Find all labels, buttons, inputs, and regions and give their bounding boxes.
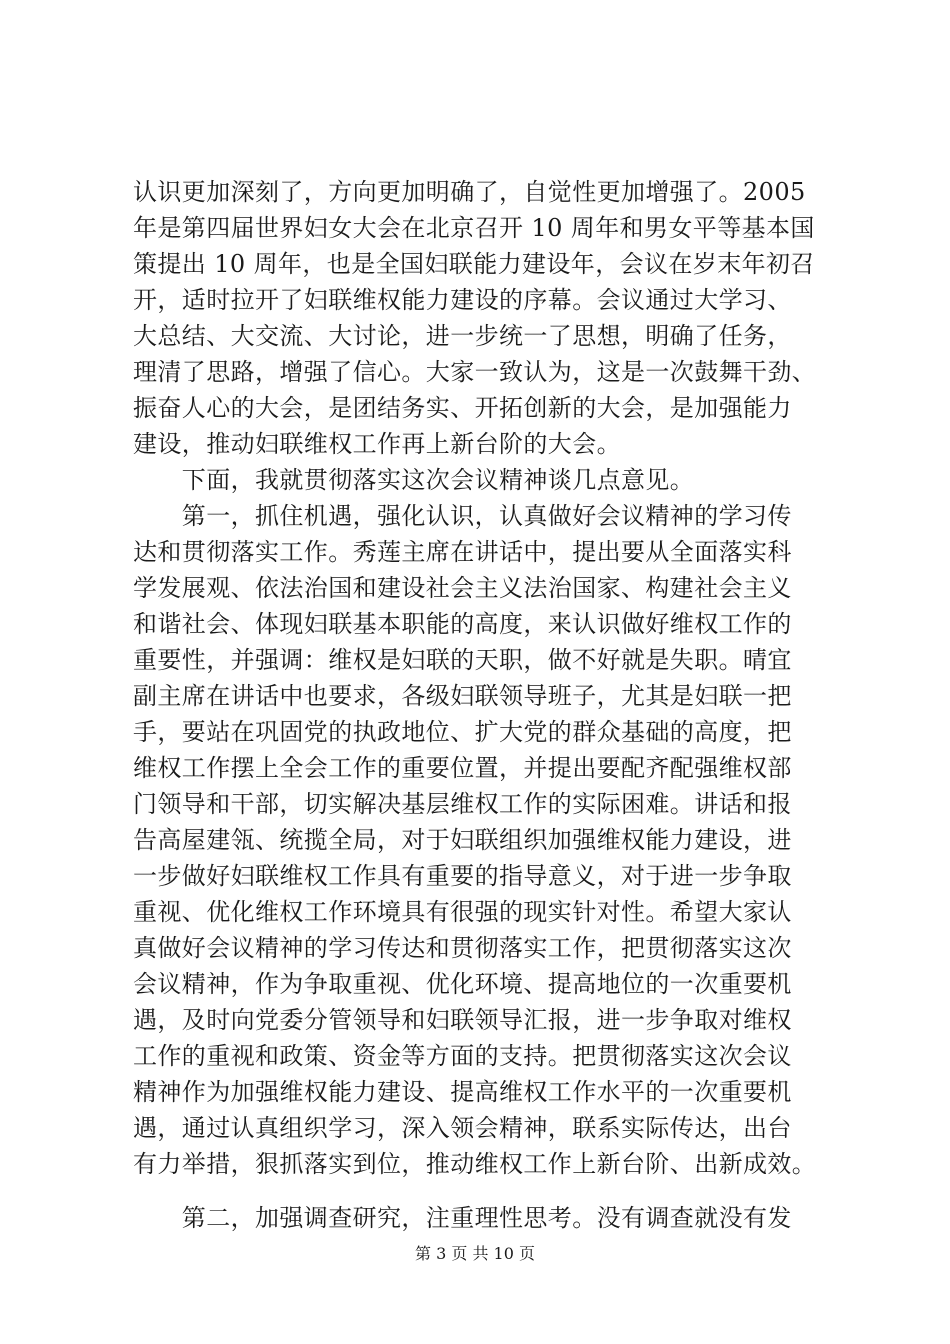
text-line: 开，适时拉开了妇联维权能力建设的序幕。会议通过大学习、	[133, 286, 792, 314]
text-line: 维权工作摆上全会工作的重要位置，并提出要配齐配强维权部	[133, 754, 792, 782]
text-line: 会议精神，作为争取重视、优化环境、提高地位的一次重要机	[133, 970, 792, 998]
text-line: 重视、优化维权工作环境具有很强的现实针对性。希望大家认	[133, 898, 792, 926]
text-line: 策提出 10 周年，也是全国妇联能力建设年，会议在岁末年初召	[133, 250, 815, 278]
text-line: 理清了思路，增强了信心。大家一致认为，这是一次鼓舞干劲、	[133, 358, 817, 386]
page-footer: 第 3 页 共 10 页	[415, 1244, 535, 1263]
text-line: 下面，我就贯彻落实这次会议精神谈几点意见。	[133, 466, 695, 494]
text-line: 遇，及时向党委分管领导和妇联领导汇报，进一步争取对维权	[133, 1006, 792, 1034]
text-line: 大总结、大交流、大讨论，进一步统一了思想，明确了任务，	[133, 322, 792, 350]
text-line: 第一，抓住机遇，强化认识，认真做好会议精神的学习传	[133, 502, 792, 530]
text-line: 振奋人心的大会，是团结务实、开拓创新的大会，是加强能力	[133, 394, 792, 422]
text-line: 达和贯彻落实工作。秀莲主席在讲话中，提出要从全面落实科	[133, 538, 792, 566]
text-line: 告高屋建瓴、统揽全局，对于妇联组织加强维权能力建设，进	[133, 826, 792, 854]
text-line: 学发展观、依法治国和建设社会主义法治国家、构建社会主义	[133, 574, 792, 602]
text-line: 手，要站在巩固党的执政地位、扩大党的群众基础的高度，把	[133, 718, 792, 746]
text-line: 真做好会议精神的学习传达和贯彻落实工作，把贯彻落实这次	[133, 934, 792, 962]
text-line: 有力举措，狠抓落实到位，推动维权工作上新台阶、出新成效。	[133, 1150, 817, 1178]
text-line: 和谐社会、体现妇联基本职能的高度，来认识做好维权工作的	[133, 610, 792, 638]
text-line: 重要性，并强调：维权是妇联的天职，做不好就是失职。晴宜	[133, 646, 792, 674]
text-line: 年是第四届世界妇女大会在北京召开 10 周年和男女平等基本国	[133, 214, 815, 242]
text-line: 建设，推动妇联维权工作再上新台阶的大会。	[133, 430, 621, 458]
text-line: 认识更加深刻了，方向更加明确了，自觉性更加增强了。2005	[133, 178, 806, 206]
text-line: 门领导和干部，切实解决基层维权工作的实际困难。讲话和报	[133, 790, 792, 818]
text-line: 遇，通过认真组织学习，深入领会精神，联系实际传达，出台	[133, 1114, 792, 1142]
text-line: 第二，加强调查研究，注重理性思考。没有调查就没有发	[133, 1204, 792, 1232]
text-line: 工作的重视和政策、资金等方面的支持。把贯彻落实这次会议	[133, 1042, 792, 1070]
text-line: 一步做好妇联维权工作具有重要的指导意义，对于进一步争取	[133, 862, 792, 890]
text-line: 精神作为加强维权能力建设、提高维权工作水平的一次重要机	[133, 1078, 792, 1106]
text-line: 副主席在讲话中也要求，各级妇联领导班子，尤其是妇联一把	[133, 682, 792, 710]
